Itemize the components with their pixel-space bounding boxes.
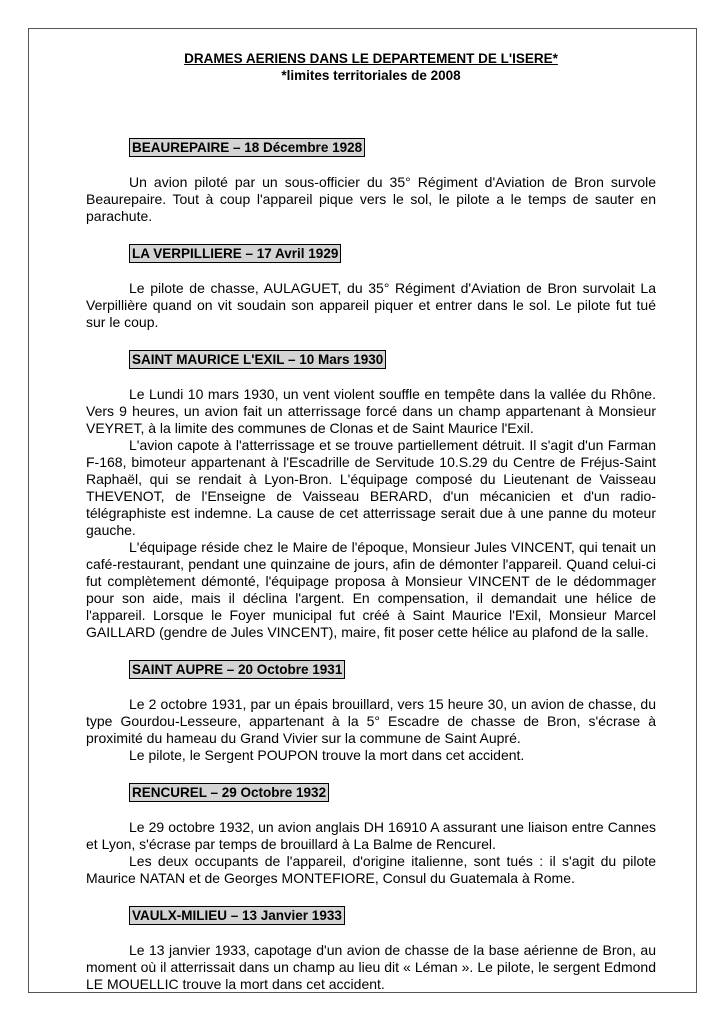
section-heading: BEAUREPAIRE – 18 Décembre 1928 [129,138,365,157]
section-heading: RENCUREL – 29 Octobre 1932 [129,783,329,802]
section-la-verpilliere [86,244,656,331]
section-heading: SAINT AUPRE – 20 Octobre 1931 [129,660,345,679]
paragraph: Les deux occupants de l'appareil, d'origine italienne, sont tués : il s'agit du pilote Maurice NATAN et de Georges MONTEFIORE, Consul du Guatemala à Rome. [86,853,656,886]
document-title [86,50,656,84]
paragraph: Le Lundi 10 mars 1930, un vent violent souffle en tempête dans la vallée du Rhône. Vers 9 heures, un avion fait un atterrissage forcé dans un champ appartenant à Monsieur VEYRET, à la limite des communes de Clonas et de Saint Maurice l'Exil. [86,386,656,436]
section-vaulx-milieu [86,906,656,993]
section-heading: VAULX-MILIEU – 13 Janvier 1933 [129,906,345,925]
document-body [86,50,656,993]
section-saint-maurice-lexil [86,350,656,641]
paragraph: Le pilote, le Sergent POUPON trouve la mort dans cet accident. [129,747,525,763]
paragraph: Le pilote de chasse, AULAGUET, du 35° Régiment d'Aviation de Bron survolait La Verpillière quand on vit soudain son appareil piquer et entrer dans le sol. Le pilote fut tué sur le coup. [86,280,656,330]
paragraph: L'équipage réside chez le Maire de l'époque, Monsieur Jules VINCENT, qui tenait un café-restaurant, pendant une quinzaine de jours, afin de démonter l'appareil. Quand celui-ci fut complètement démonté, l'équipage proposa à Monsieur VINCENT de le dédommager pour son aide, mais il déclina l'argent. En compensation, il demandait une hélice de l'appareil. Lorsque le Foyer municipal fut créé à Saint Maurice l'Exil, Monsieur Marcel GAILLARD (gendre de Jules VINCENT), maire, fit poser cette hélice au plafond de la salle. [86,539,656,640]
paragraph: Un avion piloté par un sous-officier du 35° Régiment d'Aviation de Bron survole Beaurepaire. Tout à coup l'appareil pique vers le sol, le pilote a le temps de sauter en parachute. [86,174,656,224]
title-line-2: *limites territoriales de 2008 [281,68,461,83]
title-line-1: DRAMES AERIENS DANS LE DEPARTEMENT DE L'ISERE* [184,51,558,66]
section-heading: LA VERPILLIERE – 17 Avril 1929 [129,244,341,263]
section-saint-aupre [86,660,656,764]
paragraph: L'avion capote à l'atterrissage et se trouve partiellement détruit. Il s'agit d'un Farman F-168, bimoteur appartenant à l'Escadrille de Servitude 10.S.29 du Centre de Fréjus-Saint Raphaël, qui se rendait à Lyon-Bron. L'équipage composé du Lieutenant de Vaisseau THEVENOT, de l'Enseigne de Vaisseau BERARD, d'un mécanicien et d'un radio-télégraphiste est indemne. La cause de cet atterrissage serait due à une panne du moteur gauche. [86,437,656,538]
section-heading: SAINT MAURICE L'EXIL – 10 Mars 1930 [129,350,386,369]
paragraph: Le 2 octobre 1931, par un épais brouillard, vers 15 heure 30, un avion de chasse, du type Gourdou-Lesseure, appartenant à la 5° Escadre de chasse de Bron, s'écrase à proximité du hameau du Grand Vivier sur la commune de Saint Aupré. [86,696,656,746]
paragraph: Le 13 janvier 1933, capotage d'un avion de chasse de la base aérienne de Bron, au moment où il atterrissait dans un champ au lieu dit « Léman ». Le pilote, le sergent Edmond LE MOUELLIC trouve la mort dans cet accident. [86,942,656,992]
section-beaurepaire [86,138,656,225]
paragraph: Le 29 octobre 1932, un avion anglais DH 16910 A assurant une liaison entre Cannes et Lyon, s'écrase par temps de brouillard à La Balme de Rencurel. [86,819,656,852]
section-rencurel [86,783,656,887]
